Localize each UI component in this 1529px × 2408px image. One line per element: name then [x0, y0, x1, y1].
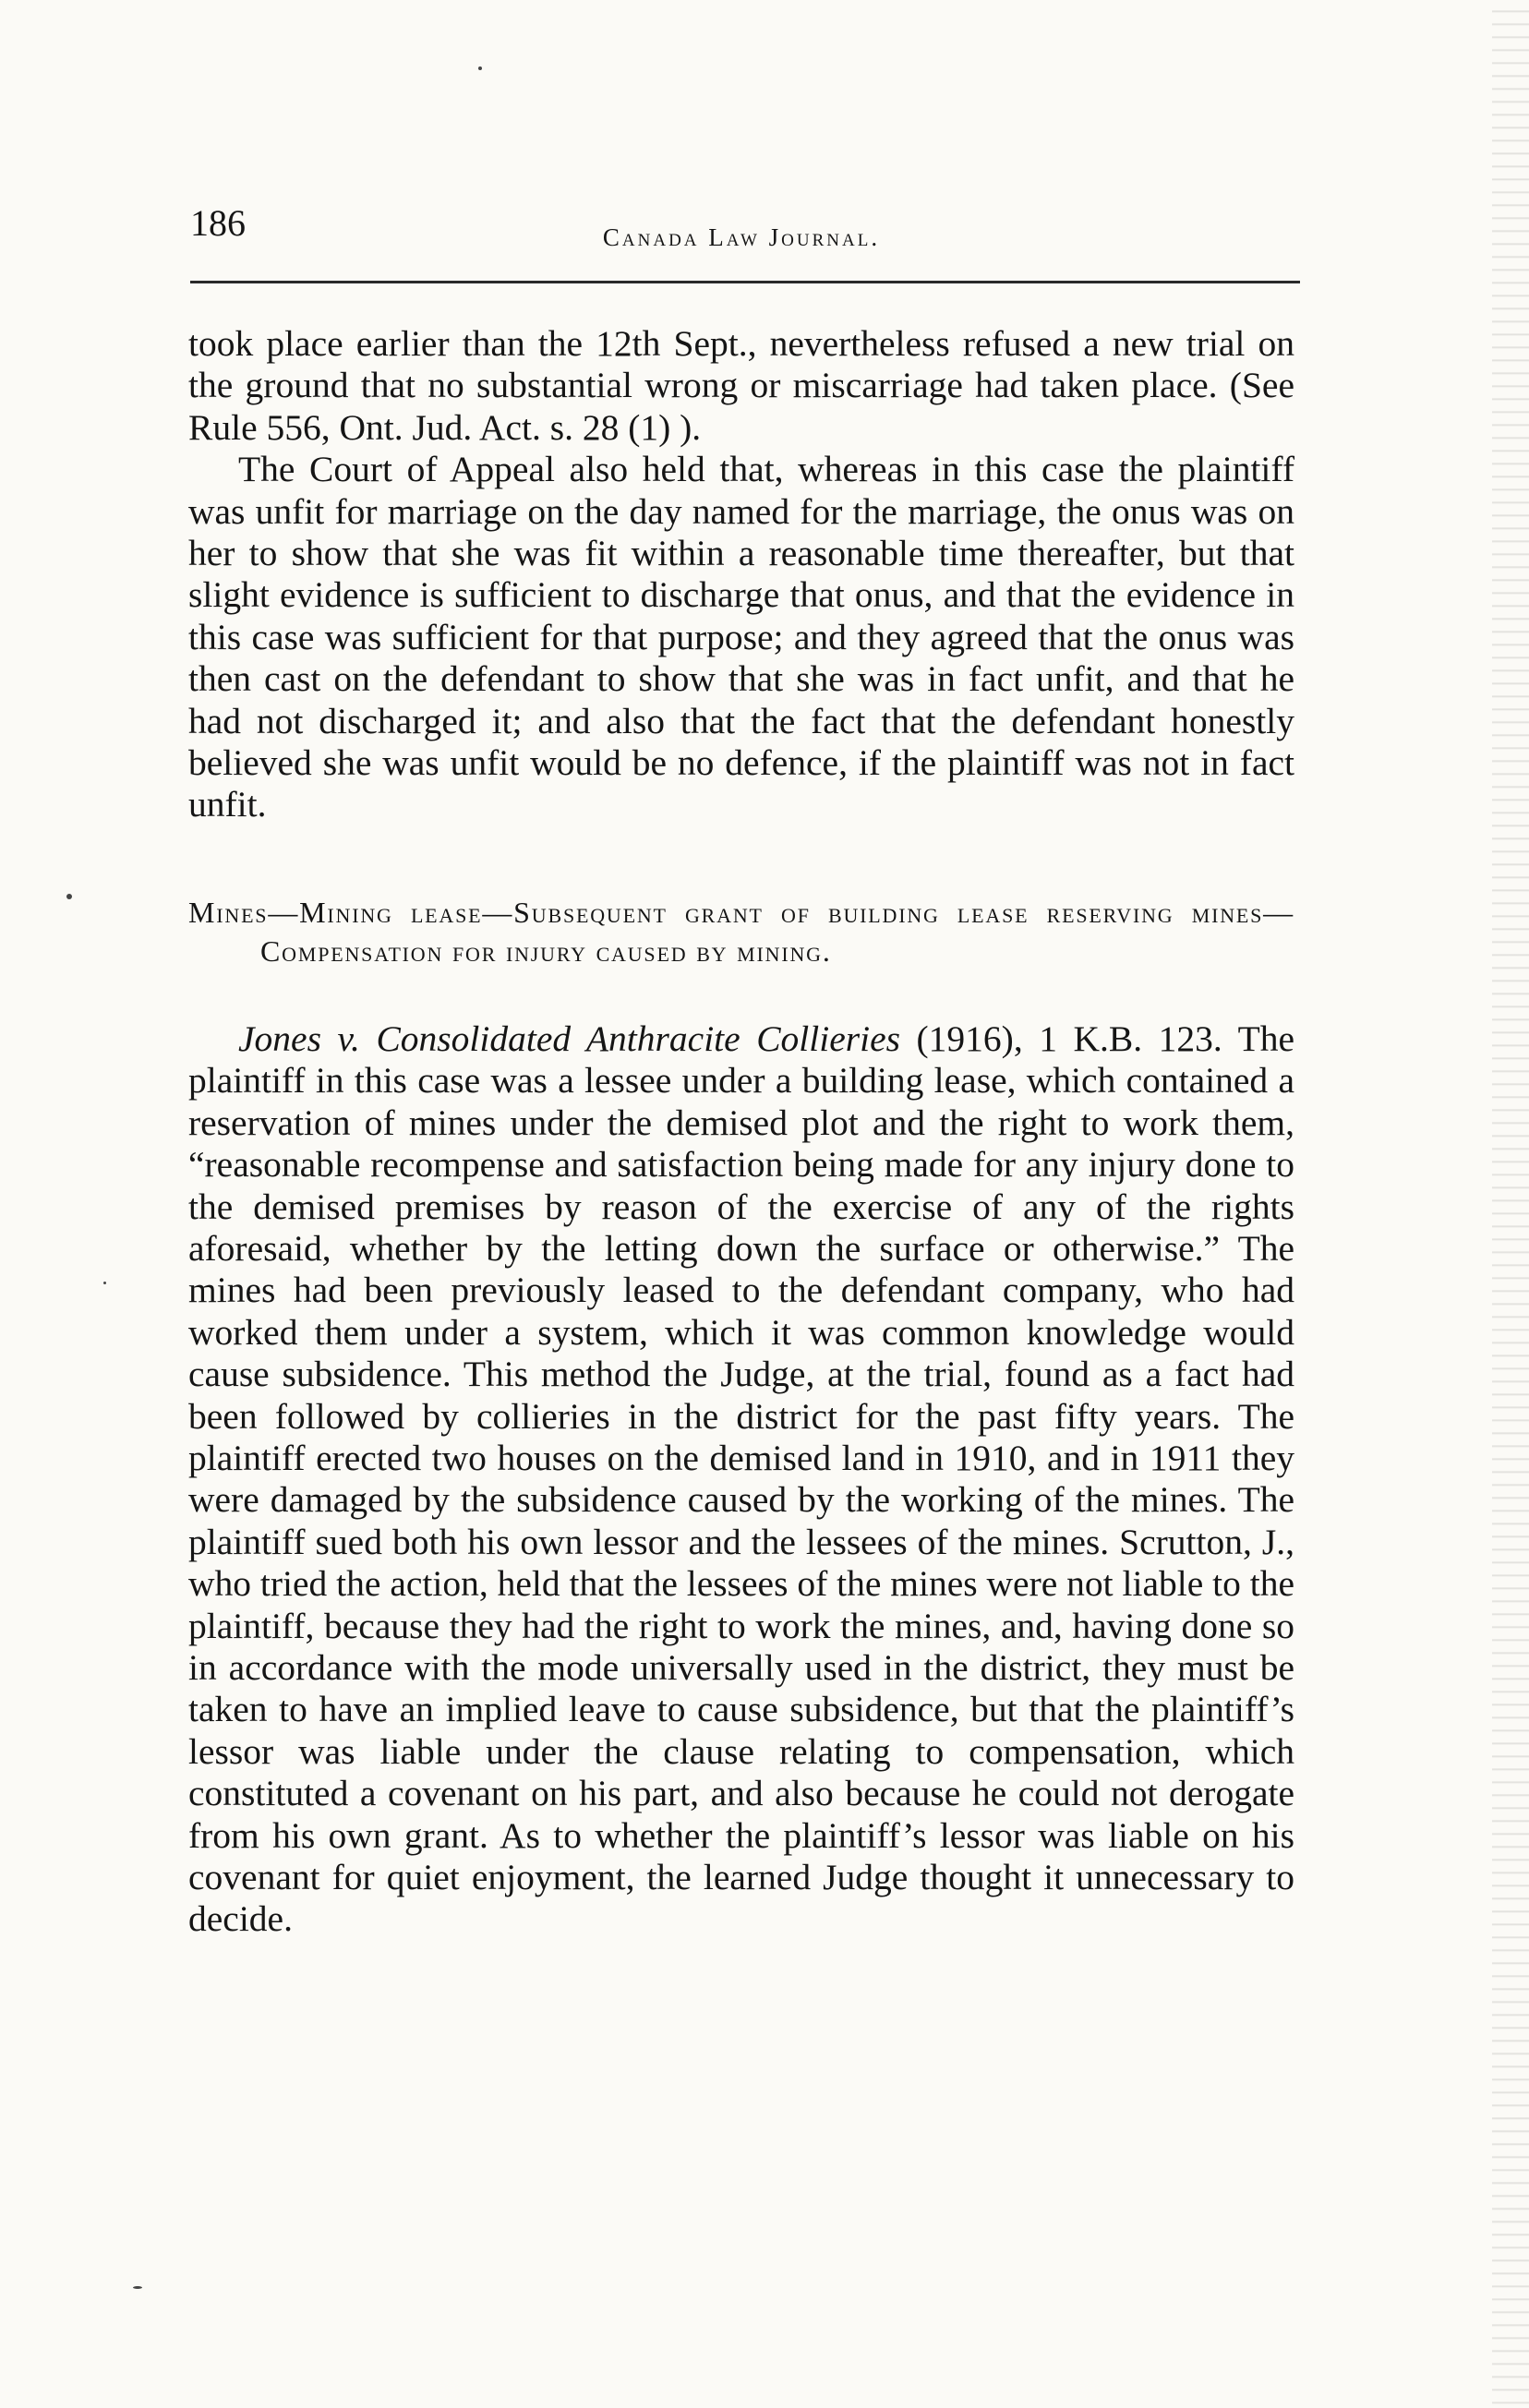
scan-edge-noise [1492, 0, 1529, 2408]
scan-speck [133, 2286, 142, 2289]
page-header [183, 194, 1300, 249]
header-rule [190, 281, 1300, 283]
paragraph-court-of-appeal: The Court of Appeal also held that, whereas in this case the plaintiff was unfit for marriage on the day named for the marriage, the onus was on her to show that she was fit within a reasonable time thereafter, but that slight evidence is sufficient to discharge that onus, and that the evidence in this case was sufficient for that purpose; and they agreed that the onus was then cast on the defendant to show that she was in fact unfit, and that he had not discharged it; and also that the fact that the defendant honestly believed she was unfit would be no defence, if the plaintiff was not in fact unfit. [188, 449, 1294, 825]
scan-speck [66, 894, 72, 899]
running-head: Canada Law Journal. [602, 223, 881, 251]
paragraph-continuation: took place earlier than the 12th Sept., nevertheless refused a new trial on the ground that no substantial wrong or miscarriage had taken place. (See Rule 556, Ont. Jud. Act. s. 28 (1) ). [188, 323, 1294, 448]
scan-speck [478, 66, 482, 70]
case-headnote: Mines—Mining lease—Subsequent grant of building lease reserving mines—Compensation for injury caused by mining. [188, 895, 1294, 968]
scan-speck [103, 1282, 106, 1284]
paragraph-case-summary [188, 1018, 1294, 1941]
case-name: Jones v. Consolidated Anthracite Collieries [238, 1017, 900, 1059]
case-summary-text: The plaintiff in this case was a lessee under a building lease, which contained a reservation of mines under the demised plot and the right to work them, “reasonable recompense and satisfaction being made for any injury done to the demised premises by reason of the exercise of any of the rights aforesaid, whether by the letting down the surface or otherwise.” The mines had been previously leased to the defendant company, who had worked them under a system, which it was common knowledge would cause subsidence. This method the Judge, at the trial, found as a fact had been followed by collieries in the district for the past fifty years. The plaintiff erected two houses on the demised land in 1910, and in 1911 they were damaged by the subsidence caused by the working of the mines. The plaintiff sued both his own lessor and the lessees of the mines. Scrutton, J., who tried the action, held that the lessees of the mines were not liable to the plaintiff, because they had the right to work the mines, and, having done so in accordance with the mode universally used in the district, they must be taken to have an implied leave to cause subsidence, but that the plaintiff’s lessor was liable under the clause relating to compensation, which constituted a covenant on his part, and also because he could not derogate from his own grant. As to whether the plaintiff’s lessor was liable on his covenant for quiet enjoyment, the learned Judge thought it unnecessary to decide. [188, 1017, 1294, 1940]
case-citation: (1916), 1 K.B. 123. [900, 1017, 1222, 1059]
page-number: 186 [190, 202, 246, 244]
article-body [188, 323, 1294, 1941]
